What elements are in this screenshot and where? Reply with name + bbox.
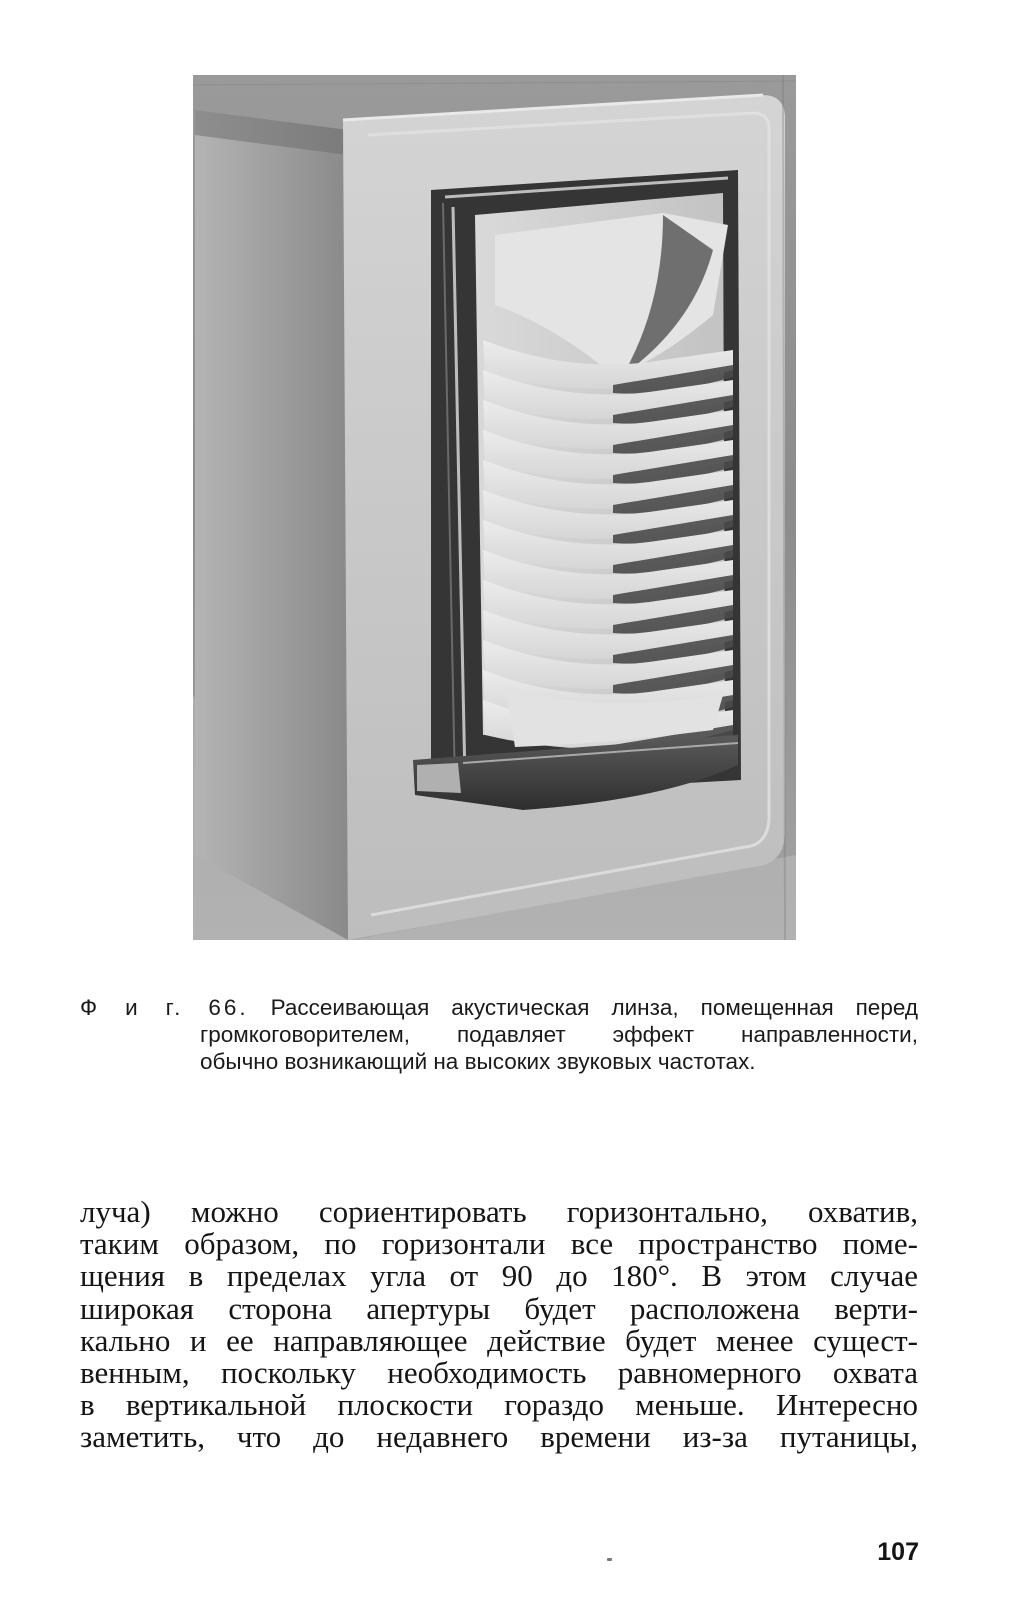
cabinet-side bbox=[195, 110, 348, 940]
body-line-3: щения в пределах угла от 90 до 180°. В этом случае bbox=[80, 1258, 918, 1294]
body-line-8: заметить, что до недавнего времени из-за путаницы, bbox=[80, 1419, 918, 1455]
acoustic-lens-photo bbox=[193, 75, 796, 940]
body-paragraph bbox=[80, 1196, 918, 1454]
body-line-1: луча) можно сориентировать горизонтально, охватив, bbox=[80, 1194, 918, 1229]
figure-label: Ф и г. 66. bbox=[80, 995, 249, 1020]
caption-text-1: Рассеивающая акустическая линза, помещенная перед bbox=[270, 995, 918, 1020]
body-line-4: широкая сторона апертуры будет расположена верти- bbox=[80, 1290, 918, 1326]
figure-acoustic-lens bbox=[193, 75, 796, 940]
scan-speck bbox=[607, 1558, 612, 1561]
page-number: 107 bbox=[877, 1538, 919, 1566]
body-line-7: в вертикальной плоскости гораздо меньше. Интересно bbox=[80, 1387, 918, 1423]
caption-line-2: громкоговорителем, подавляет эффект направленности, bbox=[200, 1022, 918, 1047]
body-line-2: таким образом, по горизонтали все пространство поме- bbox=[80, 1226, 918, 1262]
body-line-6: венным, поскольку необходимость равномерного охвата bbox=[80, 1355, 918, 1391]
figure-caption bbox=[80, 994, 918, 1075]
caption-line-3: обычно возникающий на высоких звуковых частотах. bbox=[200, 1049, 756, 1074]
body-line-5: кально и ее направляющее действие будет менее сущест- bbox=[80, 1322, 918, 1358]
caption-line-1 bbox=[80, 994, 918, 1021]
